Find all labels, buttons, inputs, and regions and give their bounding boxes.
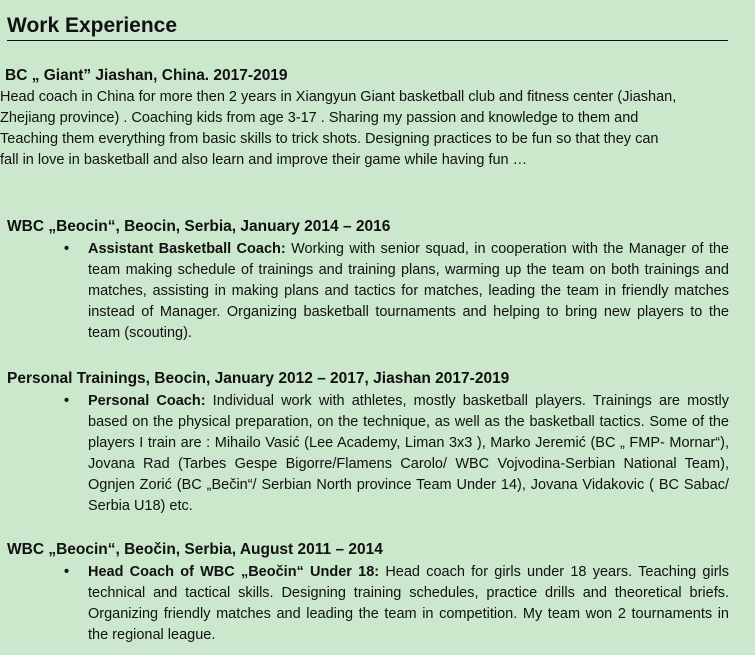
description-line: Zhejiang province) . Coaching kids from age 3-17 . Sharing my passion and knowledge to them and [0, 110, 639, 126]
bullet-item [64, 562, 729, 646]
job-entry-beocin-assistant [0, 217, 755, 344]
job-entry-beocin-head-coach [0, 540, 755, 646]
role-title: Personal Coach: [88, 393, 206, 409]
job-heading: WBC „Beocin“, Beocin, Serbia, January 2014 – 2016 [7, 218, 391, 235]
job-entry-giant [0, 66, 755, 171]
role-title: Assistant Basketball Coach: [88, 241, 286, 257]
bullet-item [64, 239, 729, 344]
bullet-icon: • [64, 393, 70, 409]
job-entry-personal-trainings [0, 369, 755, 517]
section-divider [7, 40, 728, 41]
description-line: Teaching them everything from basic skills to trick shots. Designing practices to be fun so that they can [0, 131, 659, 147]
role-description: Individual work with athletes, mostly basketball players. Trainings are mostly based on the physical preparation, on the technique, as well as the basketball tactics. Some of the players I train are : Mihailo Vasić (Lee Academy, Liman 3x3 ), Marko Jeremić (BC „ FMP- Mornar“), Jovana Rad (Tarbes Gespe Bigorre/Flamens Carolo/ WBC Vojvodina-Serbian National Team), Ognjen Zorić (BC „Bečin“/ Serbian North province Team Under 14), Jovana Vidakovic ( BC Sabac/ Serbia U18) etc. [88, 393, 730, 514]
role-description: Head coach for girls under 18 years. Teaching girls technical and tactical skills. Designing training schedules, practice drills and theoretical briefs. Organizing friendly matches and leading the team in competition. My team won 2 tournaments in the regional league. [88, 564, 729, 643]
bullet-icon: • [64, 564, 70, 580]
job-heading: Personal Trainings, Beocin, January 2012 – 2017, Jiashan 2017-2019 [7, 370, 510, 387]
job-heading: BC „ Giant” Jiashan, China. 2017-2019 [5, 67, 288, 84]
job-heading: WBC „Beocin“, Beočin, Serbia, August 2011 – 2014 [7, 541, 383, 558]
section-title: Work Experience [7, 14, 178, 37]
role-description: Working with senior squad, in cooperation with the Manager of the team making schedule of trainings and training plans, warming up the team on both trainings and matches, assisting in making plans and tactics for matches, leading the team in friendly matches instead of Manager. Organizing basketball tournaments and helping to bring new players to the team (scouting). [88, 241, 729, 341]
bullet-icon: • [64, 241, 70, 257]
bullet-item [64, 391, 730, 517]
description-line: fall in love in basketball and also learn and improve their game while having fun … [0, 152, 528, 168]
job-description [0, 87, 755, 171]
role-title: Head Coach of WBC „Beočin“ Under 18: [88, 564, 380, 580]
description-line: Head coach in China for more then 2 years in Xiangyun Giant basketball club and fitness center (Jiashan, [0, 89, 677, 105]
